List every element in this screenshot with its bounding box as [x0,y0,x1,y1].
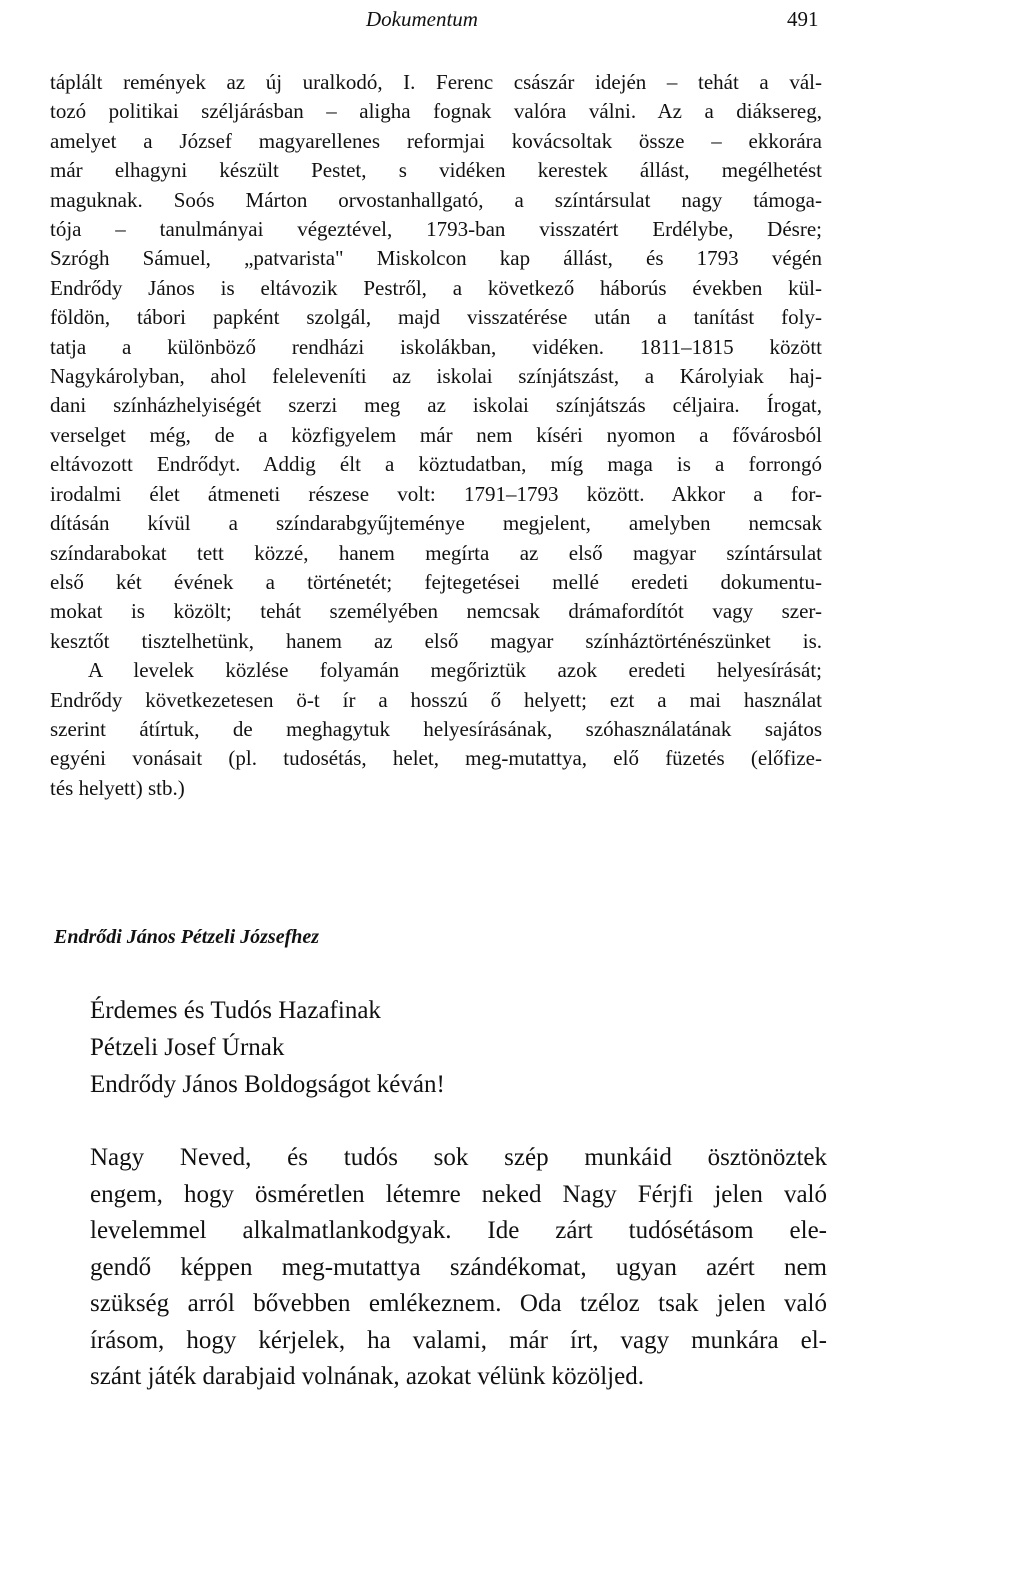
letter-line: szükség arról bővebben emlékeznem. Oda tzéloz tsak jelen való [90,1290,827,1317]
text-line: dani színházhelyiségét szerzi meg az iskolai színjátszás céljaira. Írogat, [50,393,822,418]
text-line: tója – tanulmányai végeztével, 1793-ban visszatért Erdélybe, Désre; [50,217,822,242]
text-line: maguknak. Soós Márton orvostanhallgató, a színtársulat nagy támoga- [50,187,822,212]
intro-text [50,68,822,803]
text-line: már elhagyni készült Pestet, s vidéken kerestek állást, megélhetést [50,158,822,183]
text-line: táplált remények az új uralkodó, I. Ferenc császár idején – tehát a vál- [50,70,822,94]
text-line: tés helyett) stb.) [50,775,185,800]
text-line: Szrógh Sámuel, „patvarista" Miskolcon kap állást, és 1793 végén [50,246,822,271]
text-line: amelyet a József magyarellenes reformjai kovácsoltak össze – ekkorára [50,128,822,153]
text-line-content: A levelek közlése folyamán megőriztük azok eredeti helyesírását; [88,658,822,683]
text-line: eltávozott Endrődyt. Addig élt a köztudatban, míg maga is a forrongó [50,452,822,477]
letter-line: gendő képpen meg-mutattya szándékomat, ugyan azért nem [90,1253,827,1281]
running-title: Dokumentum [366,7,478,31]
text-line: Nagykárolyban, ahol feleleveníti az iskolai színjátszást, a Károlyiak haj- [50,364,822,389]
text-line: tatja a különböző rendházi iskolákban, vidéken. 1811–1815 között [50,334,822,359]
letter-body [90,1140,827,1396]
text-line: földön, tábori papként szolgál, majd visszatérése után a tanítást foly- [50,305,822,330]
letter-line: engem, hogy ösméretlen létemre neked Nagy Férjfi jelen való [90,1180,827,1208]
text-line: Endrődy következetesen ö-t ír a hosszú ő helyett; ezt a mai használat [50,687,822,712]
text-line: verselget még, de a közfigyelem már nem kíséri nyomon a fővárosból [50,422,822,447]
salutation-line: Érdemes és Tudós Hazafinak [90,997,381,1024]
text-line: irodalmi élet átmeneti részese volt: 1791–1793 között. Akkor a for- [50,481,822,506]
text-line: tozó politikai széljárásban – aligha fognak valóra válni. Az a diáksereg, [50,99,822,124]
letter-line: Nagy Neved, és tudós sok szép munkáid ösztönöztek [90,1144,827,1171]
text-line: kesztőt tisztelhetünk, hanem az első magyar színháztörténészünket is. [50,628,822,653]
letter-heading: Endrődi János Pétzeli Józsefhez [54,926,320,948]
text-line: színdarabokat tett közzé, hanem megírta az első magyar színtársulat [50,540,822,565]
letter-salutation [90,992,445,1103]
salutation-line: Endrődy János Boldogságot kéván! [90,1071,445,1098]
letter-line: szánt játék darabjaid volnának, azokat vélünk közöljed. [90,1363,644,1390]
letter-line: levelemmel alkalmatlankodgyak. Ide zárt tudósétásom ele- [90,1217,827,1244]
text-line: első két évének a történetét; fejtegetései mellé eredeti dokumentu- [50,569,822,594]
letter-line: írásom, hogy kérjelek, ha valami, már írt, vagy munkára el- [90,1326,827,1354]
text-line: szerint átírtuk, de meghagytuk helyesírásának, szóhasználatának sajátos [50,716,822,741]
salutation-line: Pétzeli Josef Úrnak [90,1034,285,1061]
text-line: dításán kívül a színdarabgyűjteménye megjelent, amelyben nemcsak [50,511,822,536]
text-line-indented [50,656,822,685]
text-line: mokat is közölt; tehát személyében nemcsak drámafordítót vagy szer- [50,599,822,624]
text-line: egyéni vonásait (pl. tudosétás, helet, meg-mutattya, elő füzetés (előfize- [50,746,822,771]
text-line: Endrődy János is eltávozik Pestről, a következő háborús években kül- [50,275,822,300]
page-number: 491 [787,7,819,31]
running-head [0,2,1024,36]
